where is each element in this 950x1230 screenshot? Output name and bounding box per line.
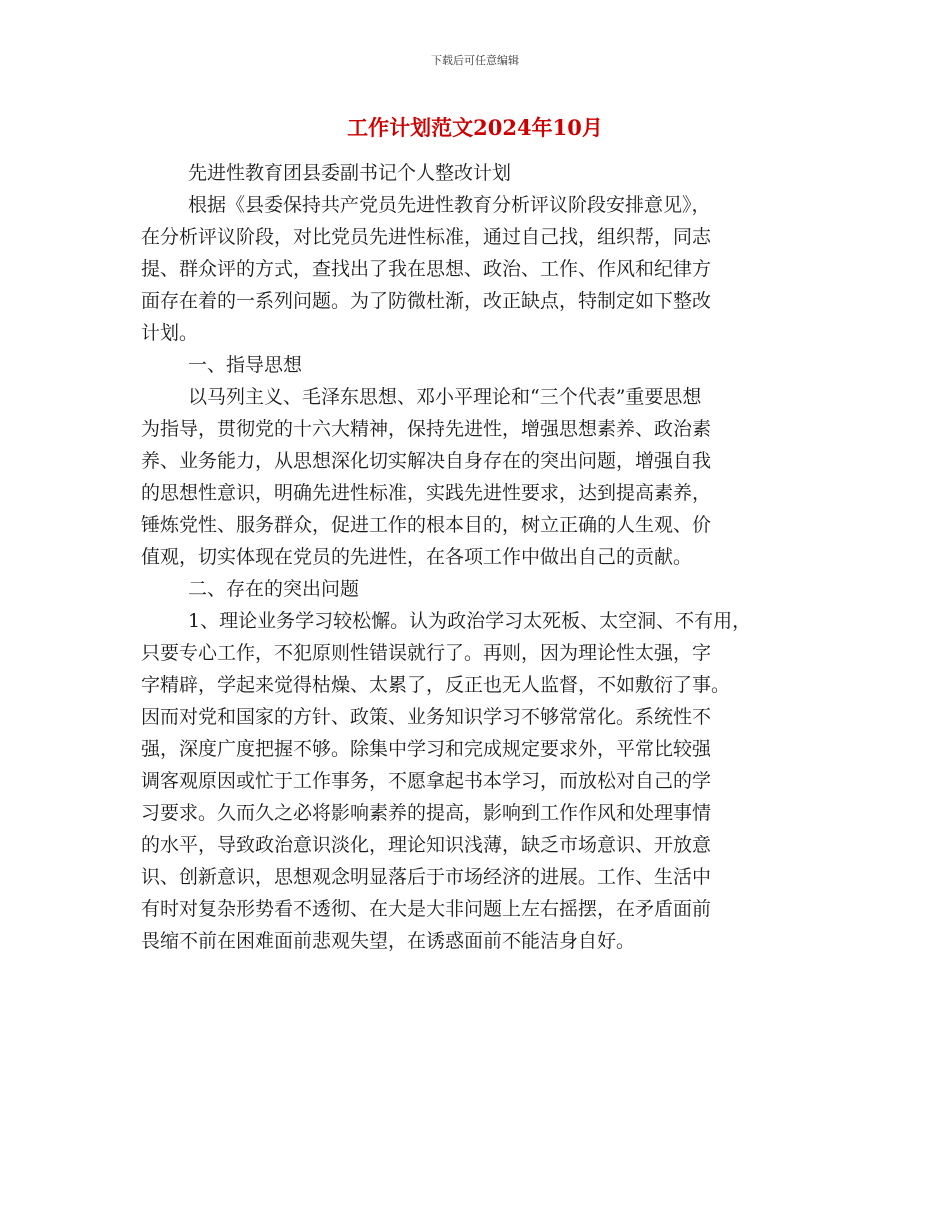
body-line: 调客观原因或忙于工作事务，不愿拿起书本学习，而放松对自己的学: [141, 770, 712, 792]
body-line: 1、理论业务学习较松懈。认为政治学习太死板、太空洞、不有用，: [188, 610, 752, 632]
body-line: 以马列主义、毛泽东思想、邓小平理论和“三个代表”重要思想: [188, 386, 702, 408]
body-line: 在分析评议阶段，对比党员先进性标准，通过自己找，组织帮，同志: [141, 226, 712, 248]
body-line: 二、存在的突出问题: [188, 578, 360, 600]
body-line: 提、群众评的方式，查找出了我在思想、政治、工作、作风和纪律方: [141, 258, 712, 280]
body-line: 有时对复杂形势看不透彻、在大是大非问题上左右摇摆，在矛盾面前: [141, 898, 712, 920]
body-line: 养、业务能力，从思想深化切实解决自身存在的突出问题，增强自我: [141, 450, 712, 472]
body-line: 强，深度广度把握不够。除集中学习和完成规定要求外，平常比较强: [141, 738, 712, 760]
body-line: 先进性教育团县委副书记个人整改计划: [188, 162, 512, 184]
body-line: 字精辟，学起来觉得枯燥、太累了，反正也无人监督，不如敷衍了事。: [141, 674, 731, 696]
body-line: 一、指导思想: [188, 354, 303, 376]
body-line: 的思想性意识，明确先进性标准，实践先进性要求，达到提高素养，: [141, 482, 712, 504]
body-line: 为指导，贯彻党的十六大精神，保持先进性，增强思想素养、政治素: [141, 418, 712, 440]
body-line: 锤炼党性、服务群众，促进工作的根本目的，树立正确的人生观、价: [141, 514, 712, 536]
body-line: 根据《县委保持共产党员先进性教育分析评议阶段安排意见》，: [188, 194, 711, 216]
body-line: 值观，切实体现在党员的先进性，在各项工作中做出自己的贡献。: [141, 546, 693, 568]
document-title: 工作计划范文2024年10月: [347, 115, 603, 140]
body-line: 习要求。久而久之必将影响素养的提高，影响到工作作风和处理事情: [141, 802, 712, 824]
body-line: 因而对党和国家的方针、政策、业务知识学习不够常常化。系统性不: [141, 706, 712, 728]
page-header-note: 下载后可任意编辑: [431, 54, 519, 67]
body-line: 面存在着的一系列问题。为了防微杜渐，改正缺点，特制定如下整改: [141, 290, 712, 312]
body-line: 识、创新意识，思想观念明显落后于市场经济的进展。工作、生活中: [141, 866, 712, 888]
body-line: 的水平，导致政治意识淡化，理论知识浅薄，缺乏市场意识、开放意: [141, 834, 712, 856]
document-body: [141, 157, 831, 957]
body-line: 计划。: [141, 322, 199, 344]
body-line: 只要专心工作，不犯原则性错误就行了。再则，因为理论性太强，字: [141, 642, 712, 664]
body-line: 畏缩不前在困难面前悲观失望，在诱惑面前不能洁身自好。: [141, 930, 636, 952]
